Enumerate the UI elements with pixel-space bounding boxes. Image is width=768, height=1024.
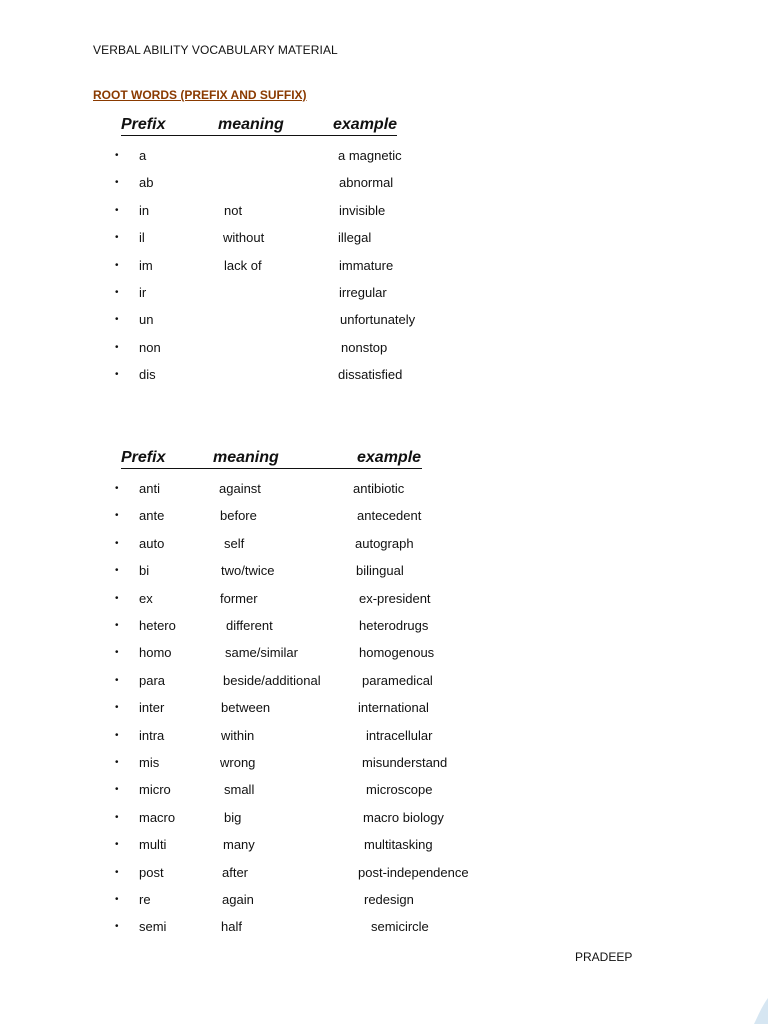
table-1-row: [0, 312, 768, 330]
row-prefix: il: [139, 230, 145, 246]
row-meaning: wrong: [220, 755, 256, 770]
table-1-row: [0, 285, 768, 303]
bullet-icon: •: [115, 921, 119, 933]
table-2-row: [0, 536, 768, 554]
bullet-icon: •: [115, 483, 119, 494]
row-meaning: different: [226, 618, 273, 633]
document-header: VERBAL ABILITY VOCABULARY MATERIAL: [93, 43, 338, 57]
bullet-icon: •: [115, 592, 119, 604]
table-2-row: [0, 892, 768, 910]
row-prefix: intra: [139, 727, 165, 743]
row-meaning: half: [221, 919, 242, 935]
section-title: ROOT WORDS (PREFIX AND SUFFIX): [93, 88, 307, 102]
row-example: irregular: [339, 285, 387, 300]
row-prefix: para: [139, 672, 166, 688]
table-1-prefix-header: Prefix: [121, 116, 166, 133]
row-meaning: between: [221, 700, 271, 716]
row-example: immature: [339, 257, 394, 273]
bullet-icon: •: [115, 537, 119, 549]
row-example: international: [358, 700, 429, 716]
row-example: multitasking: [364, 837, 433, 853]
bullet-icon: •: [115, 314, 119, 326]
table-2-row: [0, 837, 768, 855]
row-prefix: homo: [139, 645, 172, 661]
row-example: antecedent: [357, 508, 422, 524]
table-1-example-header: example: [333, 116, 398, 133]
table-1-row: [0, 367, 768, 385]
row-example: heterodrugs: [359, 618, 429, 633]
row-prefix: dis: [139, 367, 156, 383]
table-2-row: [0, 865, 768, 883]
bullet-icon: •: [115, 150, 119, 161]
row-prefix: hetero: [139, 618, 176, 633]
row-example: a magnetic: [338, 148, 402, 163]
bullet-icon: •: [115, 369, 119, 381]
table-2-row: [0, 782, 768, 800]
bullet-icon: •: [115, 620, 119, 631]
table-2-row: [0, 563, 768, 581]
row-example: misunderstand: [362, 755, 448, 770]
table-1-header-row: [0, 116, 768, 140]
row-prefix: inter: [139, 700, 165, 716]
row-prefix: im: [139, 257, 153, 273]
row-example: paramedical: [362, 672, 433, 688]
bullet-icon: •: [115, 839, 119, 851]
row-prefix: in: [139, 202, 150, 218]
row-example: abnormal: [339, 175, 394, 191]
table-1-row: [0, 203, 768, 221]
row-prefix: anti: [139, 481, 160, 496]
row-prefix: mis: [139, 755, 160, 770]
table-2-row: [0, 700, 768, 718]
row-meaning: again: [222, 892, 254, 907]
bullet-icon: •: [115, 757, 119, 768]
row-example: microscope: [366, 782, 433, 798]
table-1-row: [0, 230, 768, 248]
bullet-icon: •: [115, 259, 119, 271]
row-meaning: big: [224, 809, 242, 825]
row-example: bilingual: [356, 563, 404, 579]
bullet-icon: •: [115, 784, 119, 796]
row-example: unfortunately: [340, 312, 416, 328]
table-2-header-row: [0, 449, 768, 473]
row-meaning: same/similar: [225, 645, 298, 661]
row-prefix: a: [139, 148, 147, 163]
row-meaning: small: [224, 782, 255, 798]
bullet-icon: •: [115, 287, 119, 298]
row-meaning: former: [220, 590, 258, 606]
table-2-row: [0, 481, 768, 499]
bullet-icon: •: [115, 565, 119, 577]
row-example: post-independence: [358, 864, 469, 880]
row-example: homogenous: [359, 645, 435, 661]
row-example: nonstop: [341, 339, 388, 355]
row-example: semicircle: [371, 919, 429, 935]
bullet-icon: •: [115, 647, 119, 659]
row-example: invisible: [339, 202, 386, 218]
table-1-row: [0, 148, 768, 166]
row-prefix: un: [139, 312, 154, 328]
bullet-icon: •: [115, 866, 119, 878]
row-meaning: beside/additional: [223, 672, 321, 688]
table-2-row: [0, 508, 768, 526]
table-1-meaning-header: meaning: [218, 116, 284, 133]
table-2-example-header: example: [357, 449, 422, 466]
table-2-row: [0, 591, 768, 609]
table-2-row: [0, 755, 768, 773]
bullet-icon: •: [115, 232, 119, 244]
table-1-header-underline: [121, 135, 397, 136]
row-meaning: after: [222, 864, 249, 880]
bullet-icon: •: [115, 510, 119, 522]
row-meaning: not: [224, 202, 243, 218]
table-2-row: [0, 810, 768, 828]
row-meaning: self: [224, 535, 245, 551]
bullet-icon: •: [115, 177, 119, 189]
table-2-row: [0, 618, 768, 636]
table-2-prefix-header: Prefix: [121, 449, 166, 466]
table-1-row: [0, 175, 768, 193]
table-2-row: [0, 728, 768, 746]
row-meaning: two/twice: [221, 563, 275, 579]
row-prefix: ab: [139, 175, 154, 191]
table-2-header-underline: [121, 468, 422, 469]
row-prefix: non: [139, 339, 161, 355]
row-example: autograph: [355, 535, 414, 551]
row-example: macro biology: [363, 809, 444, 825]
row-example: redesign: [364, 892, 414, 907]
bullet-icon: •: [115, 204, 119, 216]
row-prefix: semi: [139, 919, 167, 935]
row-example: intracellular: [366, 727, 433, 743]
row-prefix: multi: [139, 837, 167, 853]
row-prefix: macro: [139, 809, 176, 825]
row-example: antibiotic: [353, 481, 405, 496]
table-2-meaning-header: meaning: [213, 449, 279, 466]
footer-author: PRADEEP: [575, 950, 633, 964]
row-prefix: auto: [139, 535, 165, 551]
bullet-icon: •: [115, 341, 119, 353]
row-meaning: before: [220, 508, 257, 524]
page-corner-mark: [748, 998, 768, 1024]
row-meaning: lack of: [224, 257, 262, 273]
row-meaning: many: [223, 837, 255, 853]
row-prefix: ante: [139, 508, 165, 524]
row-prefix: re: [139, 892, 151, 907]
table-2-row: [0, 645, 768, 663]
row-prefix: ex: [139, 590, 153, 606]
row-meaning: against: [219, 481, 261, 496]
row-prefix: ir: [139, 285, 147, 300]
table-1-row: [0, 258, 768, 276]
bullet-icon: •: [115, 894, 119, 905]
row-meaning: without: [223, 230, 265, 246]
row-prefix: bi: [139, 563, 150, 579]
bullet-icon: •: [115, 674, 119, 686]
table-2-row: [0, 919, 768, 937]
row-prefix: micro: [139, 782, 171, 798]
row-example: ex-president: [359, 590, 431, 606]
bullet-icon: •: [115, 729, 119, 741]
bullet-icon: •: [115, 811, 119, 823]
table-2-row: [0, 673, 768, 691]
row-prefix: post: [139, 864, 164, 880]
row-example: dissatisfied: [338, 367, 403, 383]
row-example: illegal: [338, 230, 372, 246]
bullet-icon: •: [115, 702, 119, 714]
table-1-row: [0, 340, 768, 358]
row-meaning: within: [221, 727, 255, 743]
